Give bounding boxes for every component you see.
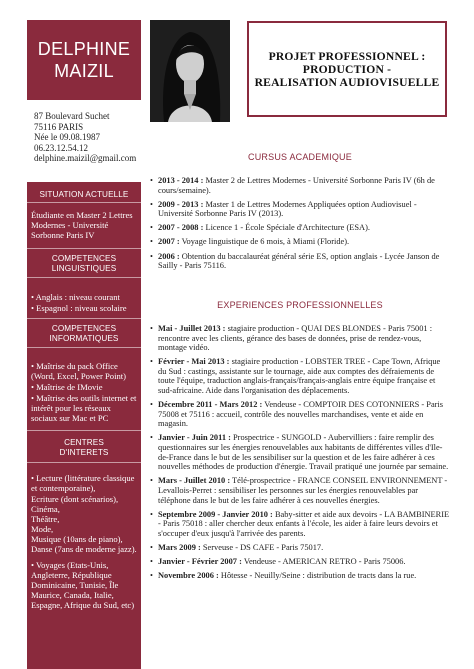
it-heading-line-1: COMPETENCES xyxy=(51,324,117,333)
academic-list xyxy=(150,176,450,275)
bullet: • xyxy=(150,176,153,185)
interest-item: Théâtre, xyxy=(31,514,60,524)
bullet: • xyxy=(150,237,153,247)
experience-item xyxy=(150,557,450,567)
academic-text: Obtention du baccalauréat général série ES, option anglais - Lycée Janson de Sailly - Paris 75116. xyxy=(158,251,440,271)
bullet: • xyxy=(150,199,153,209)
experience-heading: EXPERIENCES PROFESSIONNELLES xyxy=(217,300,383,310)
interest-item: • Voyages (Etats-Unis, Angleterre, République Dominicaine, Tunisie, Île Maurice, Canada, Italie, Espagne, Afrique du Sud, etc) xyxy=(31,560,135,610)
bullet: • xyxy=(150,542,153,552)
experience-item xyxy=(150,324,450,353)
language-item: • Anglais : niveau courant xyxy=(31,292,120,302)
contact-address-1: 87 Boulevard Suchet xyxy=(34,111,110,121)
experience-text: stagiaire production - LOBSTER TREE - Cape Town, Afrique du Sud : castings, assistante sur le tournage, aide aux comptes des défraiements de toute l'équipe, traduction anglais-français/français-anglais entre équipe française et sud-africaine. Aide dans l'organisation des déplacements. xyxy=(158,357,441,396)
bullet: • xyxy=(150,509,153,519)
experience-text: stagiaire production - QUAI DES BLONDES - Paris 75001 : rencontre avec les clients, gérance des bases de données, prise de rendez-vous, montage vidéo. xyxy=(158,324,433,353)
career-title-line-1: PROJET PROFESSIONNEL : xyxy=(268,49,426,63)
divider xyxy=(27,202,141,203)
experience-item xyxy=(150,400,450,429)
bullet: • xyxy=(150,324,153,333)
experience-date: Janvier - Juin 2011 : xyxy=(158,433,231,443)
experience-date: Janvier - Février 2007 : xyxy=(158,556,242,566)
experience-item xyxy=(150,543,450,553)
experience-text: Hôtesse - Neuilly/Seine : distribution de tracts dans la rue. xyxy=(218,571,417,581)
bullet: • xyxy=(150,357,153,367)
situation-heading: SITUATION ACTUELLE xyxy=(39,190,129,199)
academic-item xyxy=(150,237,450,247)
experience-item xyxy=(150,510,450,539)
it-item: • Maîtrise du pack Office (Word, Excel, Power Point) xyxy=(31,361,127,381)
it-heading-line-2: INFORMATIQUES xyxy=(49,334,119,343)
languages-list xyxy=(31,292,139,314)
experience-item xyxy=(150,571,450,581)
contact-birth: Née le 09.08.1987 xyxy=(34,132,100,142)
divider xyxy=(27,248,141,249)
it-list xyxy=(31,361,139,424)
experience-item xyxy=(150,433,450,471)
experience-date: Mars - Juillet 2010 : xyxy=(158,476,231,486)
career-title-line-3: REALISATION AUDIOVISUELLE xyxy=(254,75,440,89)
contact-phone: 06.23.12.54.12 xyxy=(34,142,88,153)
bullet: • xyxy=(150,400,153,410)
academic-item xyxy=(150,176,450,195)
it-heading xyxy=(27,324,141,344)
experience-date: Février - Mai 2013 : xyxy=(158,357,230,367)
academic-text: Voyage linguistique de 6 mois, à Miami (Floride). xyxy=(179,237,350,247)
academic-item xyxy=(150,200,450,219)
experience-date: Mars 2009 : xyxy=(158,542,201,552)
languages-heading xyxy=(27,254,141,274)
situation-text: Étudiante en Master 2 Lettres Modernes - Université Sorbonne Paris IV xyxy=(31,210,133,240)
interests-heading-line-2: D'INTERETS xyxy=(59,448,109,457)
experience-date: Décembre 2011 - Mars 2012 : xyxy=(158,400,263,410)
interest-item: Cinéma, xyxy=(31,504,60,514)
interest-item: Mode, xyxy=(31,524,54,534)
experience-text: Télé-prospectrice - FRANCE CONSEIL ENVIRONNEMENT - Levallois-Perret : sensibiliser les personnes sur les énergies renouvelables par téléphone dans le but de les faire adhérer à ces nouvelles énergies. xyxy=(158,476,448,505)
divider xyxy=(27,318,141,319)
language-item: • Espagnol : niveau scolaire xyxy=(31,303,127,313)
name-header xyxy=(27,20,141,100)
interest-item: Musique (10ans de piano), xyxy=(31,534,123,544)
experience-date: Septembre 2009 - Janvier 2010 : xyxy=(158,509,273,519)
academic-date: 2007 : xyxy=(158,237,180,247)
academic-date: 2009 - 2013 : xyxy=(158,199,204,209)
bullet: • xyxy=(150,571,153,581)
contact-block xyxy=(34,111,154,164)
divider xyxy=(27,430,141,431)
experience-list xyxy=(150,324,450,585)
academic-date: 2006 : xyxy=(158,251,180,261)
bullet: • xyxy=(150,223,153,233)
career-title-line-2: PRODUCTION - xyxy=(302,62,392,76)
divider xyxy=(27,347,141,348)
academic-text: Licence 1 - École Spéciale d'Architecture (ESA). xyxy=(203,223,370,233)
interests-heading xyxy=(27,438,141,458)
experience-text: Vendeuse - AMERICAN RETRO - Paris 75006. xyxy=(241,556,406,566)
interest-item: Ecriture (dont scénarios), xyxy=(31,494,119,504)
experience-date: Mai - Juillet 2013 : xyxy=(158,324,226,333)
academic-text: Master 2 de Lettres Modernes - Université Sorbonne Paris IV (6h de cours/semaine). xyxy=(158,176,435,195)
first-name: DELPHINE xyxy=(37,39,131,59)
interest-item: • Lecture (littérature classique et contemporaine), xyxy=(31,473,135,493)
academic-heading: CURSUS ACADEMIQUE xyxy=(248,152,352,162)
interest-item: Danse (7ans de moderne jazz). xyxy=(31,544,137,554)
experience-date: Novembre 2006 : xyxy=(158,571,219,581)
profile-photo xyxy=(150,20,230,122)
academic-date: 2007 - 2008 : xyxy=(158,223,204,233)
it-item: • Maîtrise de IMovie xyxy=(31,382,103,392)
contact-address-2: 75116 PARIS xyxy=(34,121,84,132)
divider xyxy=(27,462,141,463)
experience-item xyxy=(150,476,450,505)
bullet: • xyxy=(150,556,153,566)
last-name: MAIZIL xyxy=(54,61,114,81)
portrait-image xyxy=(150,20,230,122)
experience-text: Serveuse - DS CAFE - Paris 75017. xyxy=(200,542,324,552)
experience-text: Baby-sitter et aide aux devoirs - LA BAMBINERIE - Paris 75018 : aller chercher deux enfants à l'école, les aider à faire leurs devoirs et s'occuper d'eux jusqu'à l'arrivée des parents. xyxy=(158,509,450,538)
experience-item xyxy=(150,357,450,395)
contact-email: delphine.maizil@gmail.com xyxy=(34,153,137,163)
languages-heading-line-1: COMPETENCES xyxy=(51,254,117,263)
bullet: • xyxy=(150,251,153,261)
bullet: • xyxy=(150,433,153,443)
academic-text: Master 1 de Lettres Modernes Appliquées option Audiovisuel - Université Sorbonne Paris IV (2013). xyxy=(158,199,417,219)
experience-text: Prospectrice - SUNGOLD - Aubervilliers : faire remplir des questionnaires sur les énergies renouvelables aux habitants de différentes villes d'Ile-de-France dans le but de les sensibiliser sur la question et de les faire adhérer à ces nouvelles méthodes de production d'énergie. Travail pratiqué une journée par semaine. xyxy=(158,433,449,472)
it-item: • Maîtrise des outils internet et intérêt pour les réseaux sociaux sur Mac et PC xyxy=(31,393,137,423)
bullet: • xyxy=(150,476,153,486)
academic-item xyxy=(150,252,450,271)
academic-item xyxy=(150,223,450,233)
career-title-box xyxy=(247,21,447,117)
academic-date: 2013 - 2014 : xyxy=(158,176,204,185)
languages-heading-line-2: LINGUISTIQUES xyxy=(51,264,117,273)
interests-list xyxy=(31,473,139,611)
interests-heading-line-1: CENTRES xyxy=(64,438,104,447)
experience-text: Vendeuse - COMPTOIR DES COTONNIERS - Paris 75008 et 75116 : accueil, contrôle des nouvelles marchandises, vente et aide en magasin. xyxy=(158,400,444,429)
divider xyxy=(27,277,141,278)
